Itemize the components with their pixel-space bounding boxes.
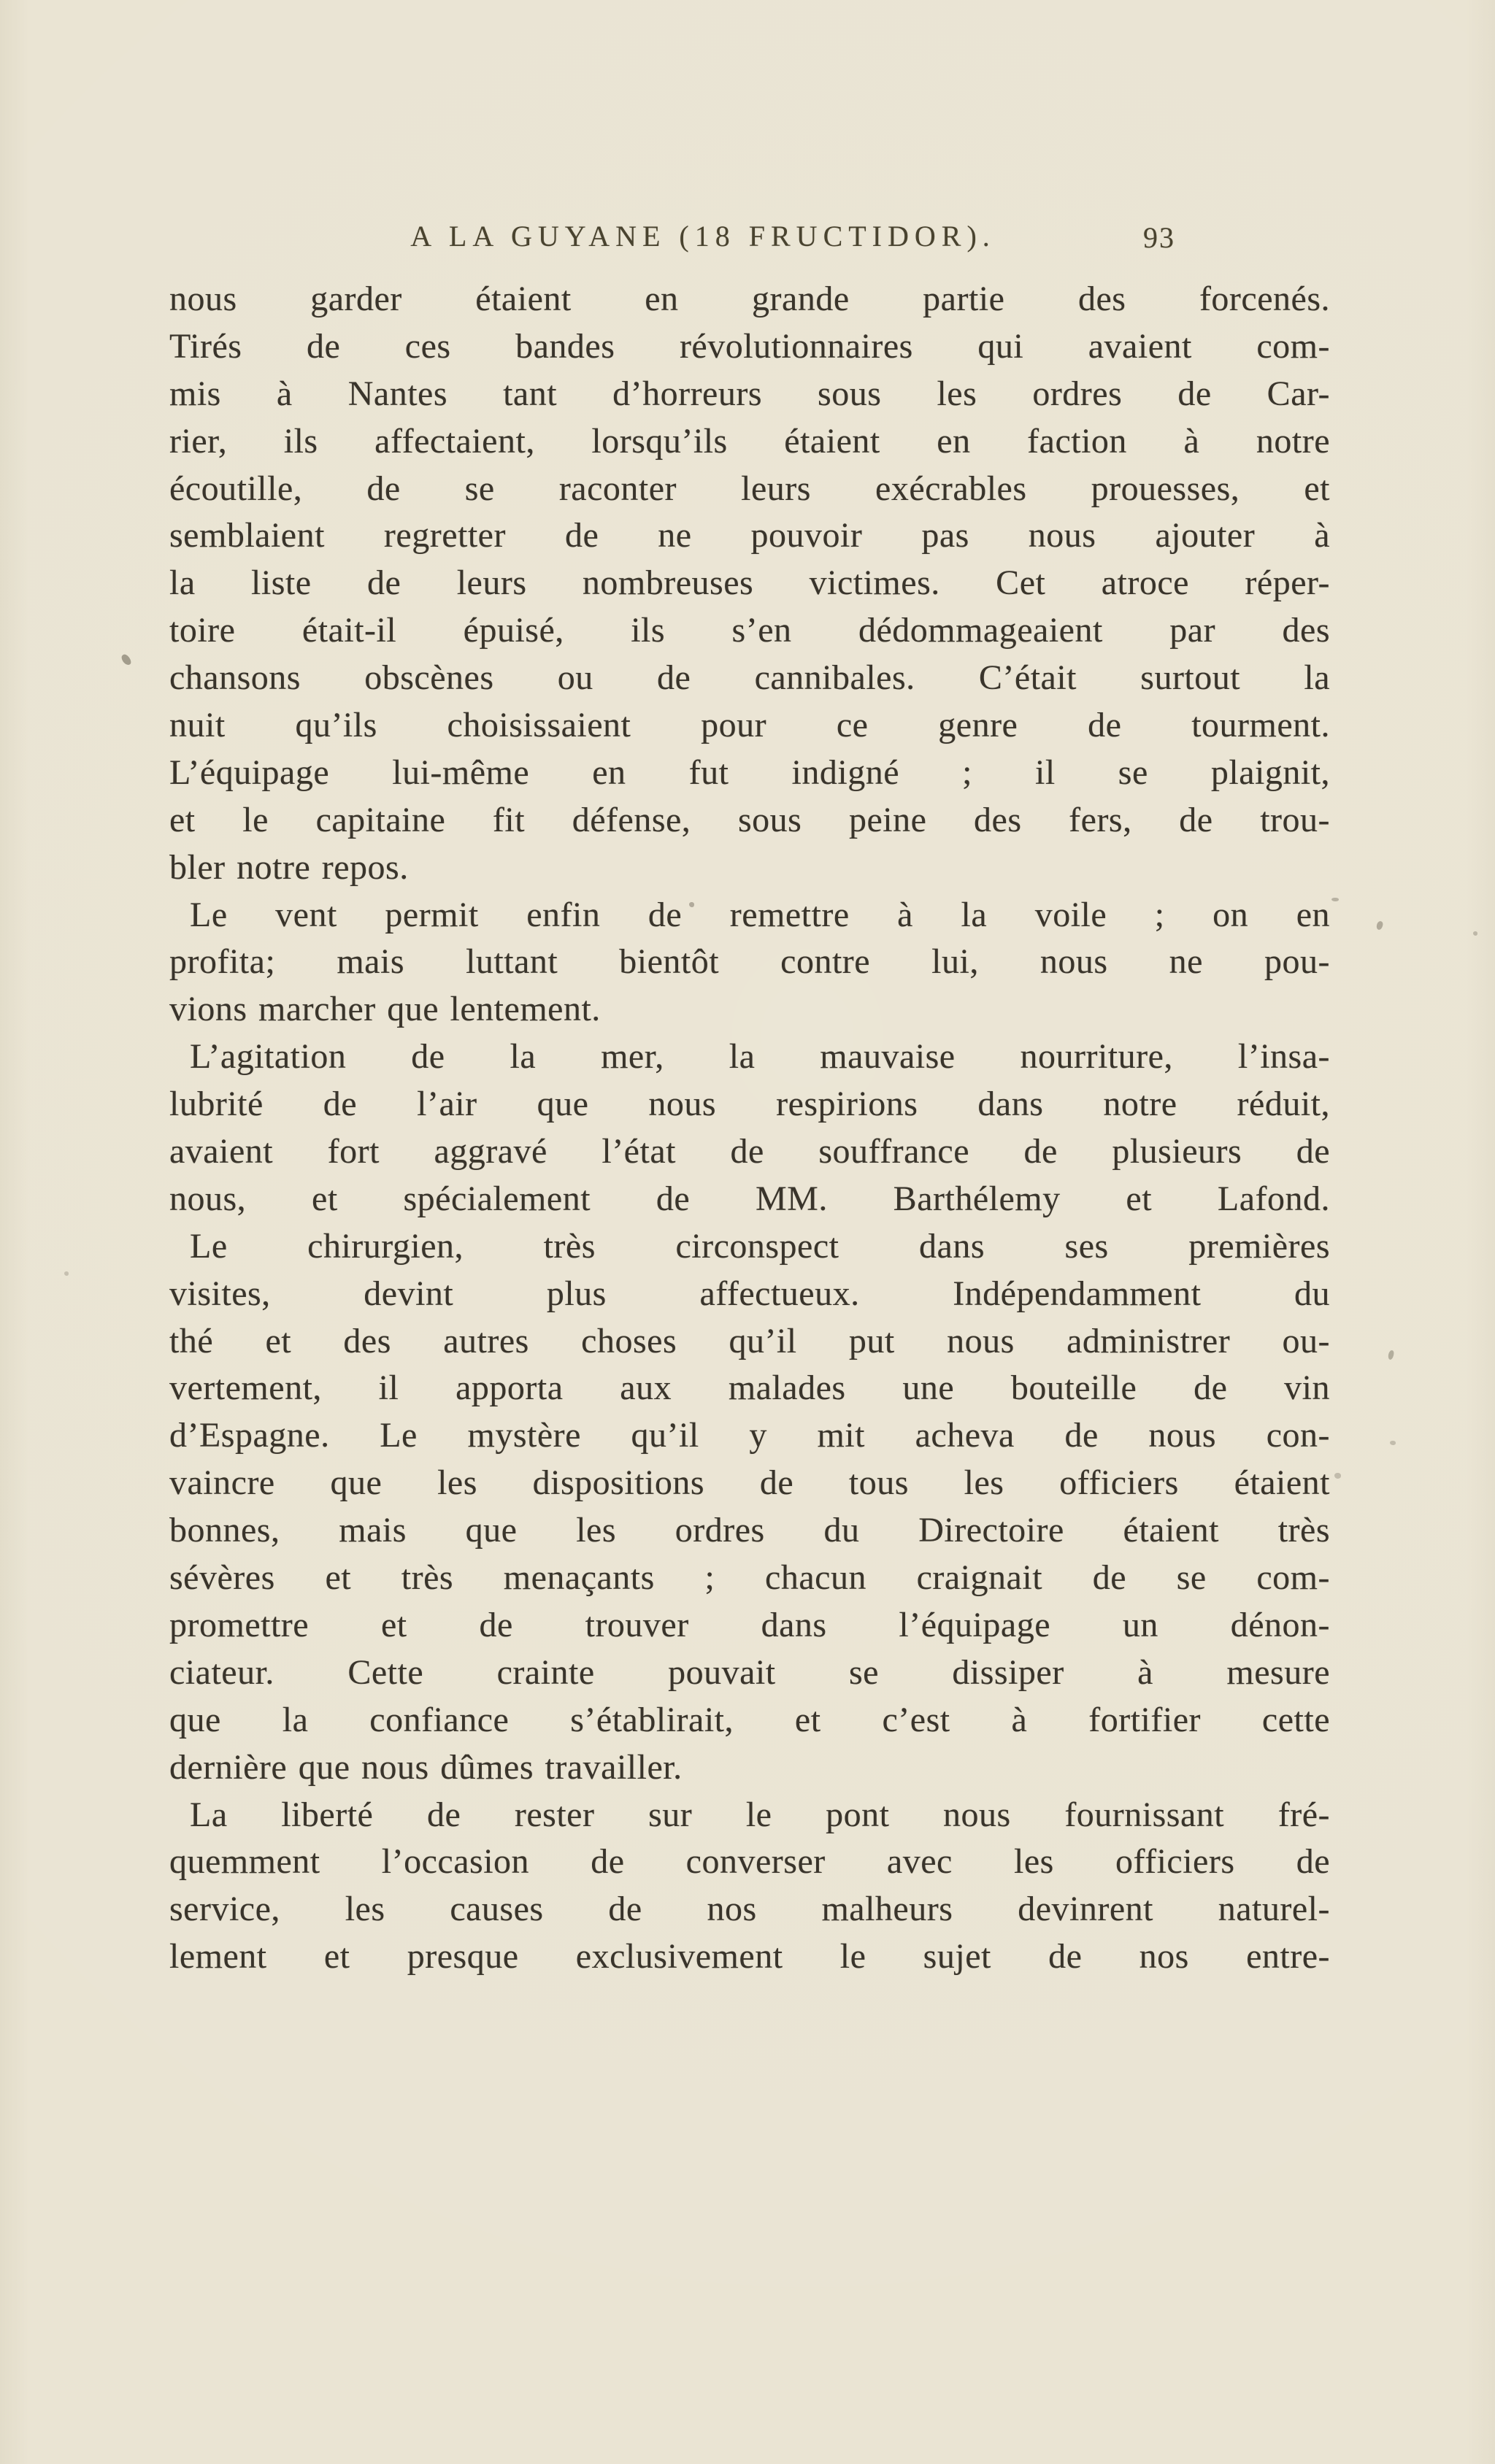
text-line: visites, devint plus affectueux. Indépendamment du [169,1274,1330,1313]
text-line: nuit qu’ils choisissaient pour ce genre de tourment. [169,706,1330,745]
text-line: vions marcher que lentement. [169,990,601,1029]
text-line: bler notre repos. [169,847,409,887]
text-line: L’agitation de la mer, la mauvaise nourriture, l’insa- [190,1037,1330,1077]
text-line: Le vent permit enfin de remettre à la voile ; on en [190,895,1330,934]
text-line: vertement, il apporta aux malades une bouteille de vin [169,1368,1330,1408]
text-line: ciateur. Cette crainte pouvait se dissiper à mesure [169,1652,1330,1692]
running-title: A LA GUYANE (18 FRUCTIDOR). [410,220,996,253]
text-line: thé et des autres choses qu’il put nous administrer ou- [169,1321,1330,1360]
text-line: mis à Nantes tant d’horreurs sous les ordres de Car- [169,374,1330,413]
text-line: service, les causes de nos malheurs devinrent naturel- [169,1890,1330,1929]
text-line: lement et presque exclusivement le sujet de nos entre- [169,1937,1330,1976]
ink-speck [1334,1473,1341,1479]
text-line: la liste de leurs nombreuses victimes. Cet atroce réper- [169,563,1330,603]
ink-speck [1375,920,1384,931]
text-line: semblaient regretter de ne pouvoir pas nous ajouter à [169,516,1330,555]
page-number: 93 [1143,221,1175,254]
ink-speck [1473,931,1477,936]
text-line: écoutille, de se raconter leurs exécrables prouesses, et [169,469,1330,508]
text-line: profita; mais luttant bientôt contre lui, nous ne pou- [169,942,1330,982]
text-line: et le capitaine fit défense, sous peine des fers, de trou- [169,800,1330,839]
text-line: Le chirurgien, très circonspect dans ses premières [190,1226,1330,1266]
text-line: L’équipage lui-même en fut indigné ; il se plaignit, [169,752,1330,792]
text-line: nous, et spécialement de MM. Barthélemy et Lafond. [169,1179,1330,1218]
ink-speck [1387,1350,1394,1360]
ink-speck [1390,1441,1396,1445]
page-header [0,217,1495,255]
text-line: nous garder étaient en grande partie des forcenés. [169,280,1330,318]
text-line: quemment l’occasion de converser avec les officiers de [169,1842,1330,1882]
text-line: vaincre que les dispositions de tous les officiers étaient [169,1463,1330,1503]
text-line: promettre et de trouver dans l’équipage un dénon- [169,1605,1330,1644]
text-line: avaient fort aggravé l’état de souffrance de plusieurs de [169,1132,1330,1171]
text-line: dernière que nous dûmes travailler. [169,1747,683,1787]
text-line: toire était-il épuisé, ils s’en dédommageaient par des [169,611,1330,650]
text-line: La liberté de rester sur le pont nous fournissant fré- [190,1795,1330,1834]
ink-speck [120,653,132,667]
text-line: que la confiance s’établirait, et c’est à fortifier cette [169,1700,1330,1739]
text-line: Tirés de ces bandes révolutionnaires qui avaient com- [169,326,1330,366]
text-line: rier, ils affectaient, lorsqu’ils étaient en faction à notre [169,421,1330,461]
text-line: bonnes, mais que les ordres du Directoire étaient très [169,1511,1330,1550]
text-line: chansons obscènes ou de cannibales. C’était surtout la [169,658,1330,698]
ink-speck [64,1271,69,1276]
text-line: d’Espagne. Le mystère qu’il y mit acheva de nous con- [169,1416,1330,1455]
ink-speck [1331,898,1339,901]
text-line: lubrité de l’air que nous respirions dans notre réduit, [169,1085,1330,1124]
body-text [169,276,1330,1981]
text-line: sévères et très menaçants ; chacun craignait de se com- [169,1558,1330,1598]
